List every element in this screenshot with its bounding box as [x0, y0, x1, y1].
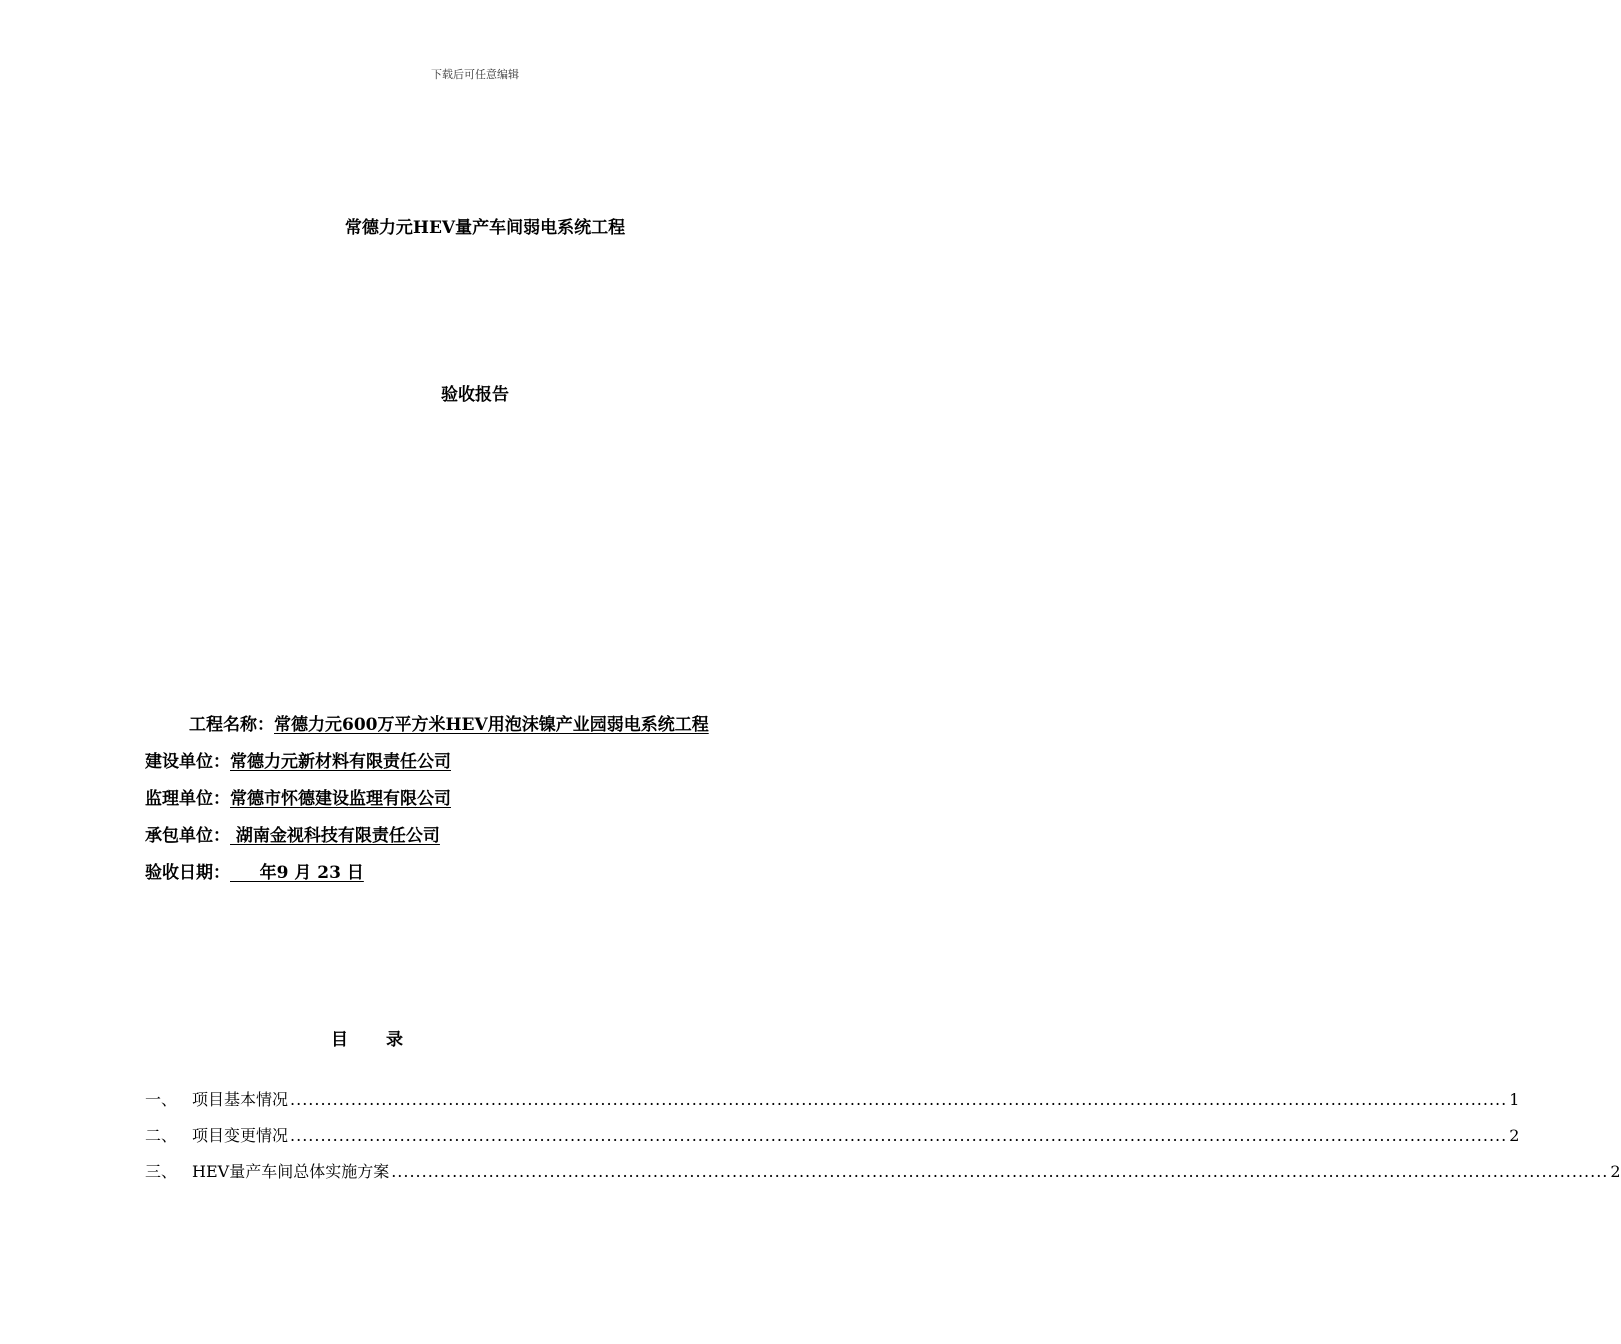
info-row-acceptance-date [145, 860, 845, 897]
info-value: 常德市怀德建设监理有限公司 [230, 789, 451, 809]
info-row-construction-unit [145, 749, 845, 786]
project-info [145, 712, 845, 897]
info-label: 工程名称： [189, 715, 274, 735]
info-label: 验收日期： [145, 863, 230, 883]
report-title: 验收报告 [441, 385, 509, 405]
info-label: 监理单位： [145, 789, 230, 809]
toc-title: 目录 [331, 1030, 441, 1050]
toc-item-number: 一、 [145, 1090, 178, 1109]
toc-item-number: 二、 [145, 1126, 178, 1145]
toc-item-page: 1 [1509, 1090, 1520, 1109]
info-label: 承包单位： [145, 826, 230, 846]
toc-leader-dots: ........................................................................................................................................................................................................ [290, 1090, 1508, 1109]
info-value: 常德力元600万平方米HEV用泡沫镍产业园弱电系统工程 [274, 715, 709, 735]
header-note: 下载后可任意编辑 [431, 68, 519, 81]
toc-item-text: 项目变更情况 [192, 1126, 289, 1145]
table-of-contents [145, 1088, 1621, 1196]
info-row-contractor [145, 823, 845, 860]
info-label: 建设单位： [145, 752, 230, 772]
info-value: 年9 月 23 日 [230, 863, 364, 883]
toc-leader-dots: ........................................................................................................................................................................................................ [391, 1162, 1609, 1181]
toc-item[interactable] [145, 1124, 1520, 1160]
info-row-supervision-unit [145, 786, 845, 823]
info-value: 常德力元新材料有限责任公司 [230, 752, 451, 772]
toc-item-text: HEV量产车间总体实施方案 [192, 1162, 390, 1181]
toc-item-number: 三、 [145, 1162, 178, 1181]
toc-leader-dots: ........................................................................................................................................................................................................ [290, 1126, 1508, 1145]
info-row-project-name [145, 712, 845, 749]
toc-item-text: 项目基本情况 [192, 1090, 289, 1109]
toc-item[interactable] [145, 1160, 1621, 1196]
toc-item[interactable] [145, 1088, 1520, 1124]
info-value: 湖南金视科技有限责任公司 [230, 826, 440, 846]
toc-item-page: 2 [1509, 1126, 1520, 1145]
toc-item-page: 2 [1610, 1162, 1621, 1181]
document-title: 常德力元HEV量产车间弱电系统工程 [344, 218, 626, 238]
